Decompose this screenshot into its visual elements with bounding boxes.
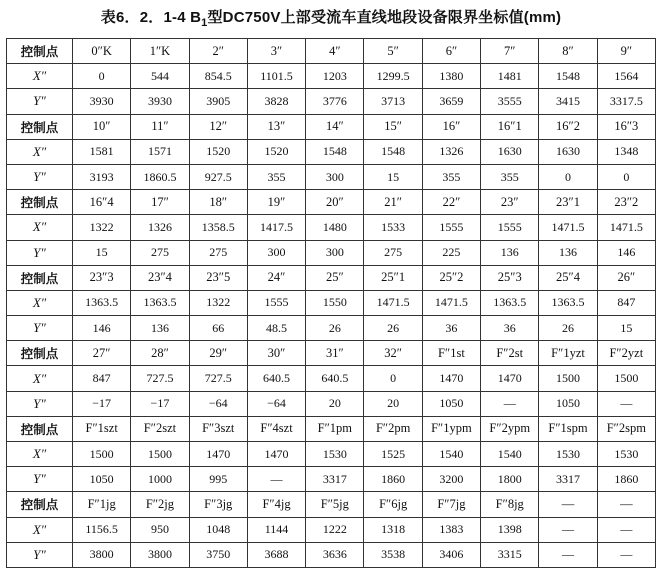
coordinate-cell: 1860 (364, 467, 422, 492)
title-suffix: 型DC750V上部受流车直线地段设备限界坐标值(mm) (207, 9, 562, 26)
control-point-cell: 29″ (189, 341, 247, 366)
control-point-cell: 5″ (364, 39, 422, 64)
control-point-cell: 13″ (247, 114, 305, 139)
coordinate-cell: — (481, 391, 539, 416)
control-point-cell: F″4jg (247, 492, 305, 517)
coordinate-cell: 1550 (306, 290, 364, 315)
table-row (7, 164, 656, 189)
control-point-cell: 16″3 (597, 114, 655, 139)
table-body (7, 39, 656, 568)
control-point-cell: 32″ (364, 341, 422, 366)
row-header-control-point: 控制点 (7, 114, 73, 139)
coordinate-cell: −17 (73, 391, 131, 416)
row-header-control-point: 控制点 (7, 341, 73, 366)
coordinate-cell: 1363.5 (131, 290, 189, 315)
coordinate-cell: — (597, 517, 655, 542)
coordinate-cell: 225 (422, 240, 480, 265)
coordinate-cell: 1358.5 (189, 215, 247, 240)
control-point-cell: 18″ (189, 190, 247, 215)
control-point-cell: F″2st (481, 341, 539, 366)
coordinate-cell: 1363.5 (73, 290, 131, 315)
table-row (7, 64, 656, 89)
row-header-axis: X″ (7, 215, 73, 240)
control-point-cell: F″7jg (422, 492, 480, 517)
coordinate-cell: 727.5 (131, 366, 189, 391)
control-point-cell: 26″ (597, 265, 655, 290)
control-point-cell: 4″ (306, 39, 364, 64)
coordinate-cell: 1555 (422, 215, 480, 240)
coordinate-cell: 26 (364, 316, 422, 341)
coordinate-cell: 1533 (364, 215, 422, 240)
control-point-cell: 1″K (131, 39, 189, 64)
row-header-axis: X″ (7, 517, 73, 542)
row-header-axis: Y″ (7, 467, 73, 492)
coordinate-cell: 1630 (481, 139, 539, 164)
coordinate-cell: 3930 (131, 89, 189, 114)
coordinate-cell: 26 (539, 316, 597, 341)
coordinate-cell: 1156.5 (73, 517, 131, 542)
coordinate-cell: 1050 (422, 391, 480, 416)
row-header-axis: Y″ (7, 240, 73, 265)
title-prefix: 表6．2．1-4 B (100, 9, 202, 26)
control-point-cell: 28″ (131, 341, 189, 366)
control-point-cell: 16″2 (539, 114, 597, 139)
coordinate-cell: 1471.5 (422, 290, 480, 315)
coordinate-cell: 1050 (73, 467, 131, 492)
coordinate-cell: 275 (364, 240, 422, 265)
coordinate-cell: 640.5 (247, 366, 305, 391)
control-point-cell: F″6jg (364, 492, 422, 517)
coordinate-cell: 20 (364, 391, 422, 416)
coordinate-cell: 275 (131, 240, 189, 265)
row-header-control-point: 控制点 (7, 416, 73, 441)
control-point-cell: 30″ (247, 341, 305, 366)
control-point-cell: 25″ (306, 265, 364, 290)
control-point-cell: 25″2 (422, 265, 480, 290)
coordinate-cell: 950 (131, 517, 189, 542)
coordinate-cell: 927.5 (189, 164, 247, 189)
control-point-cell: 10″ (73, 114, 131, 139)
control-point-cell: F″2jg (131, 492, 189, 517)
row-header-axis: X″ (7, 139, 73, 164)
control-point-cell: F″1yzt (539, 341, 597, 366)
control-point-cell: F″2szt (131, 416, 189, 441)
row-header-control-point: 控制点 (7, 265, 73, 290)
table-row (7, 467, 656, 492)
coordinate-cell: 1471.5 (364, 290, 422, 315)
control-point-cell: 23″ (481, 190, 539, 215)
control-point-cell: 24″ (247, 265, 305, 290)
control-point-cell: F″1st (422, 341, 480, 366)
control-point-cell: F″1pm (306, 416, 364, 441)
coordinate-cell: 1480 (306, 215, 364, 240)
coordinate-cell: 15 (597, 316, 655, 341)
coordinate-cell: 1101.5 (247, 64, 305, 89)
coordinate-cell: 300 (306, 240, 364, 265)
control-point-cell: 25″1 (364, 265, 422, 290)
coordinate-cell: — (539, 517, 597, 542)
table-title (0, 6, 662, 29)
table-row (7, 316, 656, 341)
coordinate-cell: 1500 (597, 366, 655, 391)
table-row (7, 542, 656, 567)
table-row (7, 341, 656, 366)
coordinate-cell: 355 (247, 164, 305, 189)
control-point-cell: 6″ (422, 39, 480, 64)
coordinate-cell: 1548 (306, 139, 364, 164)
control-point-cell: F″2spm (597, 416, 655, 441)
coordinate-cell: — (597, 542, 655, 567)
coordinate-cell: 1548 (364, 139, 422, 164)
coordinate-cell: 136 (539, 240, 597, 265)
row-header-axis: X″ (7, 442, 73, 467)
coordinate-cell: 1630 (539, 139, 597, 164)
table-row (7, 265, 656, 290)
coordinate-cell: 1540 (422, 442, 480, 467)
coordinate-cell: 136 (481, 240, 539, 265)
coordinate-cell: 1050 (539, 391, 597, 416)
coordinate-cell: 3800 (73, 542, 131, 567)
control-point-cell: F″4szt (247, 416, 305, 441)
coordinate-cell: 544 (131, 64, 189, 89)
coordinate-cell: — (539, 542, 597, 567)
row-header-axis: Y″ (7, 89, 73, 114)
control-point-cell: 22″ (422, 190, 480, 215)
control-point-cell: F″3szt (189, 416, 247, 441)
control-point-cell: 8″ (539, 39, 597, 64)
row-header-axis: X″ (7, 64, 73, 89)
coordinate-cell: 1500 (73, 442, 131, 467)
coordinate-cell: 854.5 (189, 64, 247, 89)
coordinate-cell: 15 (364, 164, 422, 189)
coordinate-cell: 3317 (306, 467, 364, 492)
control-point-cell: 19″ (247, 190, 305, 215)
control-point-cell: 7″ (481, 39, 539, 64)
coordinate-cell: 1203 (306, 64, 364, 89)
row-header-control-point: 控制点 (7, 492, 73, 517)
coordinate-cell: 355 (422, 164, 480, 189)
coordinate-cell: 146 (597, 240, 655, 265)
control-point-cell: 3″ (247, 39, 305, 64)
coordinate-cell: 1530 (539, 442, 597, 467)
coordinate-cell: 3555 (481, 89, 539, 114)
coordinate-cell: 0 (364, 366, 422, 391)
coordinate-cell: 1322 (73, 215, 131, 240)
coordinate-cell: 1564 (597, 64, 655, 89)
coordinate-cell: 3317.5 (597, 89, 655, 114)
control-point-cell: 27″ (73, 341, 131, 366)
coordinate-cell: 3776 (306, 89, 364, 114)
control-point-cell: 25″3 (481, 265, 539, 290)
clearance-coordinate-table (6, 38, 656, 568)
coordinate-cell: 1548 (539, 64, 597, 89)
table-row (7, 89, 656, 114)
table-row (7, 190, 656, 215)
coordinate-cell: 1800 (481, 467, 539, 492)
table-row (7, 366, 656, 391)
coordinate-cell: 3800 (131, 542, 189, 567)
coordinate-cell: 3406 (422, 542, 480, 567)
table-row (7, 290, 656, 315)
coordinate-cell: 1520 (247, 139, 305, 164)
coordinate-cell: 3659 (422, 89, 480, 114)
coordinate-cell: 3905 (189, 89, 247, 114)
control-point-cell: 20″ (306, 190, 364, 215)
coordinate-cell: 1525 (364, 442, 422, 467)
coordinate-cell: 3713 (364, 89, 422, 114)
coordinate-cell: 1318 (364, 517, 422, 542)
coordinate-cell: 20 (306, 391, 364, 416)
control-point-cell: F″5jg (306, 492, 364, 517)
coordinate-cell: 3828 (247, 89, 305, 114)
row-header-control-point: 控制点 (7, 190, 73, 215)
control-point-cell: 23″1 (539, 190, 597, 215)
coordinate-cell: 1481 (481, 64, 539, 89)
control-point-cell: 9″ (597, 39, 655, 64)
coordinate-cell: 300 (306, 164, 364, 189)
coordinate-cell: 0 (539, 164, 597, 189)
coordinate-cell: 1470 (481, 366, 539, 391)
coordinate-cell: 1363.5 (481, 290, 539, 315)
coordinate-cell: 1144 (247, 517, 305, 542)
coordinate-cell: 3200 (422, 467, 480, 492)
row-header-axis: Y″ (7, 164, 73, 189)
row-header-control-point: 控制点 (7, 39, 73, 64)
coordinate-cell: 1540 (481, 442, 539, 467)
coordinate-cell: 1383 (422, 517, 480, 542)
coordinate-cell: 36 (481, 316, 539, 341)
coordinate-cell: 1299.5 (364, 64, 422, 89)
coordinate-cell: 995 (189, 467, 247, 492)
coordinate-cell: 1500 (131, 442, 189, 467)
coordinate-cell: 1555 (247, 290, 305, 315)
coordinate-cell: 1417.5 (247, 215, 305, 240)
control-point-cell: 31″ (306, 341, 364, 366)
control-point-cell: F″2pm (364, 416, 422, 441)
coordinate-cell: 3688 (247, 542, 305, 567)
control-point-cell: 23″4 (131, 265, 189, 290)
table-row (7, 215, 656, 240)
coordinate-cell: 3193 (73, 164, 131, 189)
table-row (7, 416, 656, 441)
table-row (7, 517, 656, 542)
coordinate-cell: 3317 (539, 467, 597, 492)
coordinate-cell: 1398 (481, 517, 539, 542)
table-row (7, 114, 656, 139)
control-point-cell: 14″ (306, 114, 364, 139)
coordinate-cell: 0 (73, 64, 131, 89)
table-row (7, 240, 656, 265)
control-point-cell: F″1szt (73, 416, 131, 441)
coordinate-cell: 1471.5 (597, 215, 655, 240)
control-point-cell: 17″ (131, 190, 189, 215)
coordinate-cell: −64 (247, 391, 305, 416)
coordinate-cell: 1470 (247, 442, 305, 467)
coordinate-cell: 1530 (597, 442, 655, 467)
title-subscript: 1 (201, 17, 208, 29)
table-row (7, 39, 656, 64)
control-point-cell: 15″ (364, 114, 422, 139)
table-row (7, 442, 656, 467)
control-point-cell: F″2ypm (481, 416, 539, 441)
control-point-cell: 23″2 (597, 190, 655, 215)
control-point-cell: 16″4 (73, 190, 131, 215)
row-header-axis: Y″ (7, 542, 73, 567)
coordinate-cell: 300 (247, 240, 305, 265)
coordinate-cell: 1222 (306, 517, 364, 542)
coordinate-cell: 1470 (189, 442, 247, 467)
control-point-cell: 21″ (364, 190, 422, 215)
coordinate-cell: 1380 (422, 64, 480, 89)
coordinate-cell: 1000 (131, 467, 189, 492)
coordinate-cell: 3636 (306, 542, 364, 567)
coordinate-cell: 1860.5 (131, 164, 189, 189)
coordinate-cell: 66 (189, 316, 247, 341)
control-point-cell: 11″ (131, 114, 189, 139)
coordinate-cell: 640.5 (306, 366, 364, 391)
control-point-cell: 25″4 (539, 265, 597, 290)
control-point-cell: — (597, 492, 655, 517)
coordinate-cell: 1520 (189, 139, 247, 164)
coordinate-cell: 355 (481, 164, 539, 189)
coordinate-cell: 1363.5 (539, 290, 597, 315)
coordinate-cell: 1322 (189, 290, 247, 315)
control-point-cell: 12″ (189, 114, 247, 139)
coordinate-cell: 1470 (422, 366, 480, 391)
coordinate-cell: 3930 (73, 89, 131, 114)
coordinate-cell: 26 (306, 316, 364, 341)
row-header-axis: X″ (7, 366, 73, 391)
coordinate-cell: 1555 (481, 215, 539, 240)
coordinate-cell: 3315 (481, 542, 539, 567)
coordinate-cell: — (247, 467, 305, 492)
coordinate-cell: 847 (73, 366, 131, 391)
coordinate-cell: 146 (73, 316, 131, 341)
coordinate-cell: 1326 (422, 139, 480, 164)
coordinate-cell: 1471.5 (539, 215, 597, 240)
control-point-cell: 2″ (189, 39, 247, 64)
coordinate-cell: −64 (189, 391, 247, 416)
coordinate-cell: 1571 (131, 139, 189, 164)
table-row (7, 139, 656, 164)
coordinate-cell: 3415 (539, 89, 597, 114)
coordinate-cell: 36 (422, 316, 480, 341)
coordinate-cell: 48.5 (247, 316, 305, 341)
coordinate-cell: 1326 (131, 215, 189, 240)
control-point-cell: 23″5 (189, 265, 247, 290)
coordinate-cell: 15 (73, 240, 131, 265)
control-point-cell: F″2yzt (597, 341, 655, 366)
control-point-cell: F″8jg (481, 492, 539, 517)
control-point-cell: F″1ypm (422, 416, 480, 441)
coordinate-cell: 1048 (189, 517, 247, 542)
coordinate-cell: 1348 (597, 139, 655, 164)
coordinate-cell: 3538 (364, 542, 422, 567)
table-row (7, 492, 656, 517)
coordinate-cell: 727.5 (189, 366, 247, 391)
coordinate-cell: — (597, 391, 655, 416)
control-point-cell: 16″ (422, 114, 480, 139)
control-point-cell: 23″3 (73, 265, 131, 290)
control-point-cell: F″3jg (189, 492, 247, 517)
control-point-cell: 16″1 (481, 114, 539, 139)
row-header-axis: Y″ (7, 316, 73, 341)
coordinate-cell: 1500 (539, 366, 597, 391)
coordinate-cell: 136 (131, 316, 189, 341)
coordinate-cell: −17 (131, 391, 189, 416)
row-header-axis: X″ (7, 290, 73, 315)
coordinate-cell: 1530 (306, 442, 364, 467)
coordinate-cell: 0 (597, 164, 655, 189)
control-point-cell: F″1spm (539, 416, 597, 441)
row-header-axis: Y″ (7, 391, 73, 416)
coordinate-cell: 847 (597, 290, 655, 315)
control-point-cell: 0″K (73, 39, 131, 64)
control-point-cell: F″1jg (73, 492, 131, 517)
coordinate-cell: 1581 (73, 139, 131, 164)
control-point-cell: — (539, 492, 597, 517)
coordinate-cell: 1860 (597, 467, 655, 492)
coordinate-cell: 3750 (189, 542, 247, 567)
coordinate-cell: 275 (189, 240, 247, 265)
table-row (7, 391, 656, 416)
